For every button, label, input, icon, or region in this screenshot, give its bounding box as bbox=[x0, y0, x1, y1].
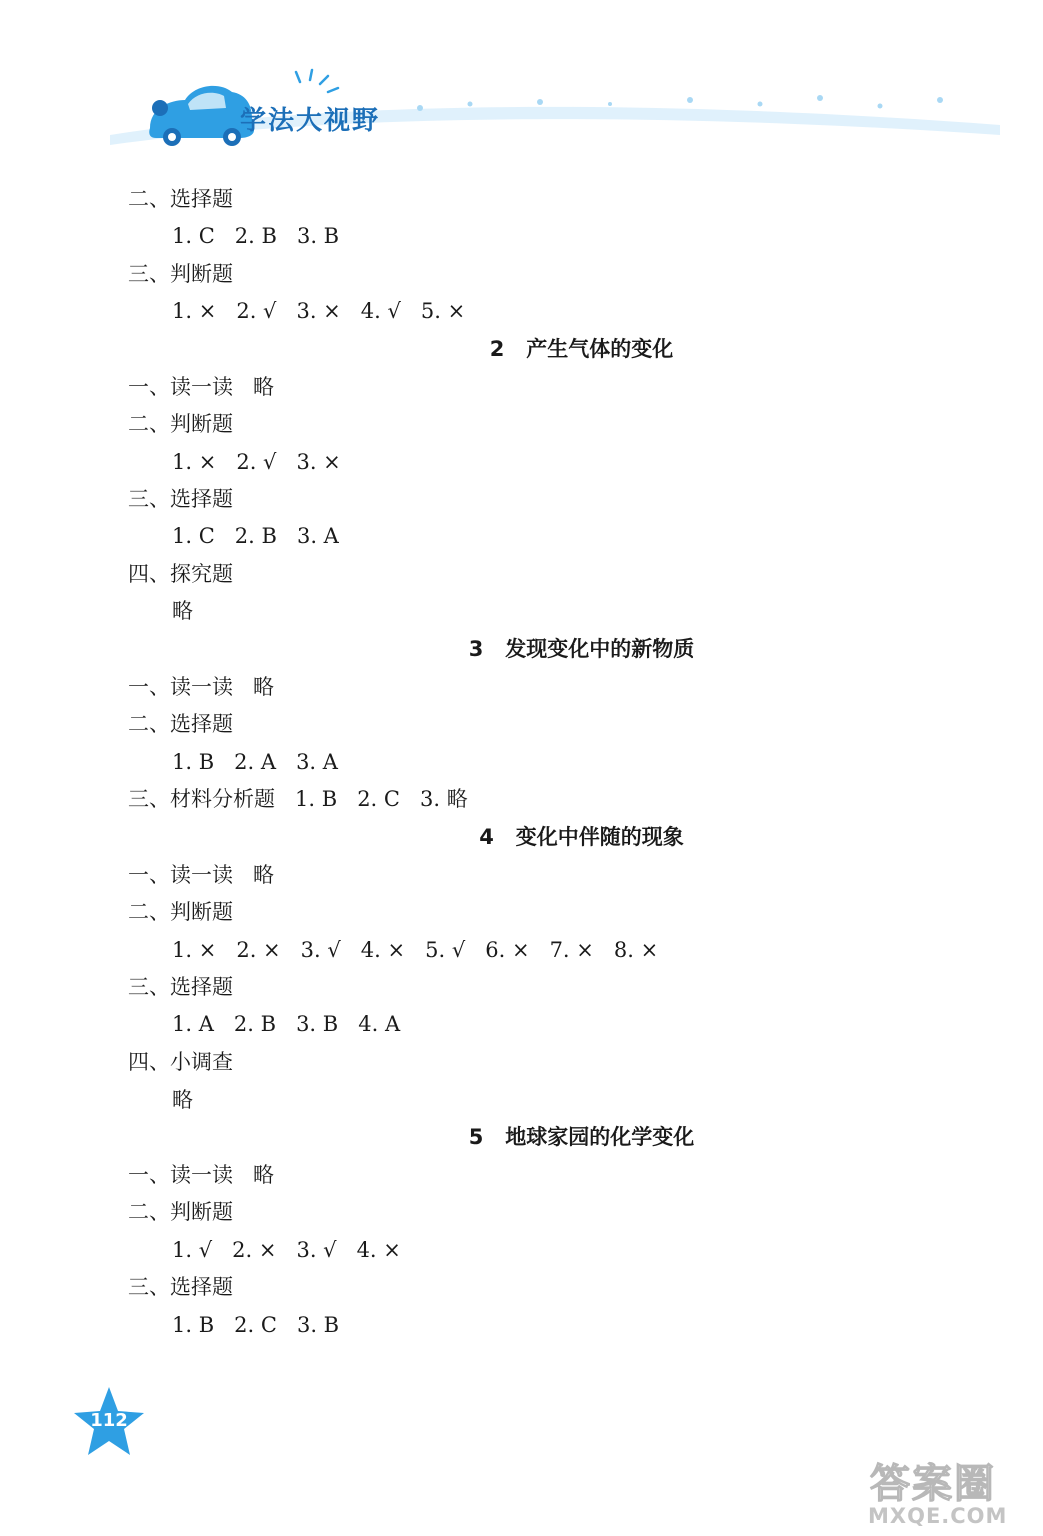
question-heading: 一、读一读 略 bbox=[128, 1163, 275, 1187]
question-heading: 三、判断题 bbox=[128, 262, 233, 286]
answer-line: 1. × 2. √ 3. × 4. √ 5. × bbox=[172, 299, 466, 323]
answer-line: 1. C 2. B 3. B bbox=[172, 224, 340, 248]
question-heading: 二、选择题 bbox=[128, 187, 233, 211]
question-heading: 三、选择题 bbox=[128, 975, 233, 999]
section-title-text: 4 变化中伴随的现象 bbox=[479, 825, 684, 849]
answer-line: 1. B 2. C 3. B bbox=[172, 1313, 340, 1337]
answer-line: 略 bbox=[172, 1088, 193, 1112]
answer-line: 1. √ 2. × 3. √ 4. × bbox=[172, 1238, 401, 1262]
answer-line: 1. A 2. B 3. B 4. A bbox=[172, 1012, 401, 1036]
page-number: 112 bbox=[90, 1410, 128, 1431]
answer-line: 1. × 2. × 3. √ 4. × 5. √ 6. × 7. × 8. × bbox=[172, 938, 659, 962]
question-heading: 三、材料分析题 1. B 2. C 3. 略 bbox=[128, 787, 468, 811]
sun-rays-icon bbox=[296, 70, 338, 92]
car-icon bbox=[149, 86, 254, 146]
question-heading: 一、读一读 略 bbox=[128, 675, 275, 699]
section-title bbox=[0, 1123, 1043, 1151]
watermark-sub: MXQE.COM bbox=[868, 1504, 1008, 1528]
section-title bbox=[0, 823, 1043, 851]
question-heading: 一、读一读 略 bbox=[128, 863, 275, 887]
watermark bbox=[860, 1450, 1040, 1530]
page-number-badge bbox=[72, 1385, 146, 1459]
question-heading: 二、判断题 bbox=[128, 412, 233, 436]
header-logo-text: 学法大视野 bbox=[240, 106, 381, 136]
answer-line: 1. C 2. B 3. A bbox=[172, 524, 339, 548]
question-heading: 四、小调查 bbox=[128, 1050, 233, 1074]
section-title-text: 5 地球家园的化学变化 bbox=[468, 1125, 695, 1149]
question-heading: 二、判断题 bbox=[128, 1200, 233, 1224]
watermark-main: 答案圈 bbox=[870, 1461, 996, 1507]
question-heading: 一、读一读 略 bbox=[128, 375, 275, 399]
section-title bbox=[0, 635, 1043, 663]
section-title-text: 2 产生气体的变化 bbox=[489, 337, 674, 361]
question-heading: 二、选择题 bbox=[128, 712, 233, 736]
answer-line: 略 bbox=[172, 599, 193, 623]
section-title-text: 3 发现变化中的新物质 bbox=[468, 637, 695, 661]
question-heading: 三、选择题 bbox=[128, 487, 233, 511]
question-heading: 三、选择题 bbox=[128, 1275, 233, 1299]
answer-line: 1. × 2. √ 3. × bbox=[172, 450, 341, 474]
answer-line: 1. B 2. A 3. A bbox=[172, 750, 338, 774]
question-heading: 四、探究题 bbox=[128, 562, 233, 586]
page-header bbox=[0, 0, 1043, 170]
header-decoration bbox=[0, 0, 1043, 170]
question-heading: 二、判断题 bbox=[128, 900, 233, 924]
section-title bbox=[0, 335, 1043, 363]
